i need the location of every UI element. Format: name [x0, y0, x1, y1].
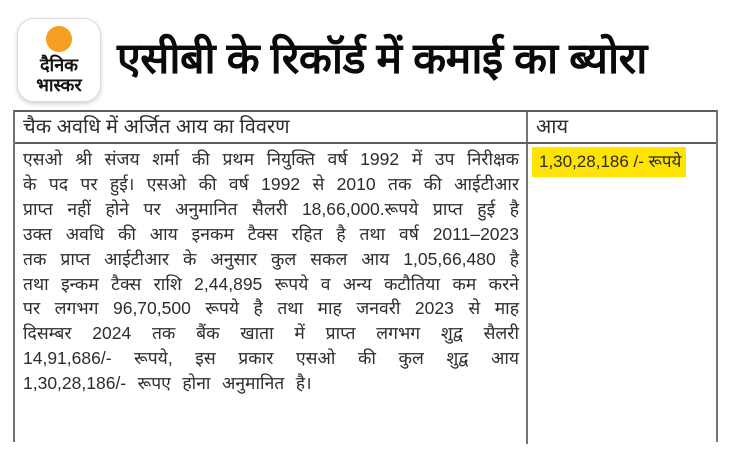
masthead [0, 0, 730, 106]
income-value-highlight: 1,30,28,186 /- रूपये [532, 147, 686, 177]
logo-text-line1: दैनिक [39, 54, 79, 75]
table-cell-description: एसओ श्री संजय शर्मा की प्रथम नियुक्ति वर्ष 1992 में उप निरीक्षक के पद पर हुई। एसओ की वर्ष 1992 से 2010 तक की आईटीआर प्राप्त नहीं होने पर अनुमानित सैलरी 18,66,000.रूपये प्राप्त हुई है उक्त अवधि की आय इनकम टैक्स रहित है तथा वर्ष 2011–2023 तक प्राप्त आईटीआर के अनुसार कुल सकल आय 1,05,66,480 है तथा इन्कम टैक्स राशि 2,44,895 रूपये व अन्य कटौतिया कम करने पर लगभग 96,70,500 रूपये है तथा माह जनवरी 2023 से माह दिसम्बर 2024 तक बैंक खाता में प्राप्त लगभग शुद्व सैलरी 14,91,686/- रूपये, इस प्रकार एसओ की कुल शुद्व आय 1,30,28,186/- रूपए होना अनुमानित है। [15, 144, 528, 444]
table-cell-income [528, 144, 716, 444]
logo-text-line2: भास्कर [36, 74, 82, 95]
table-header-income: आय [536, 116, 569, 138]
income-details-table [13, 110, 718, 442]
dainik-bhaskar-logo [17, 18, 101, 102]
sun-icon [46, 26, 72, 52]
headline: एसीबी के रिकॉर्ड में कमाई का ब्योरा [117, 35, 647, 84]
table-row [15, 144, 716, 444]
table-header-description: चैक अवधि में अर्जित आय का विवरण [15, 112, 528, 142]
table-header-row [15, 112, 716, 144]
